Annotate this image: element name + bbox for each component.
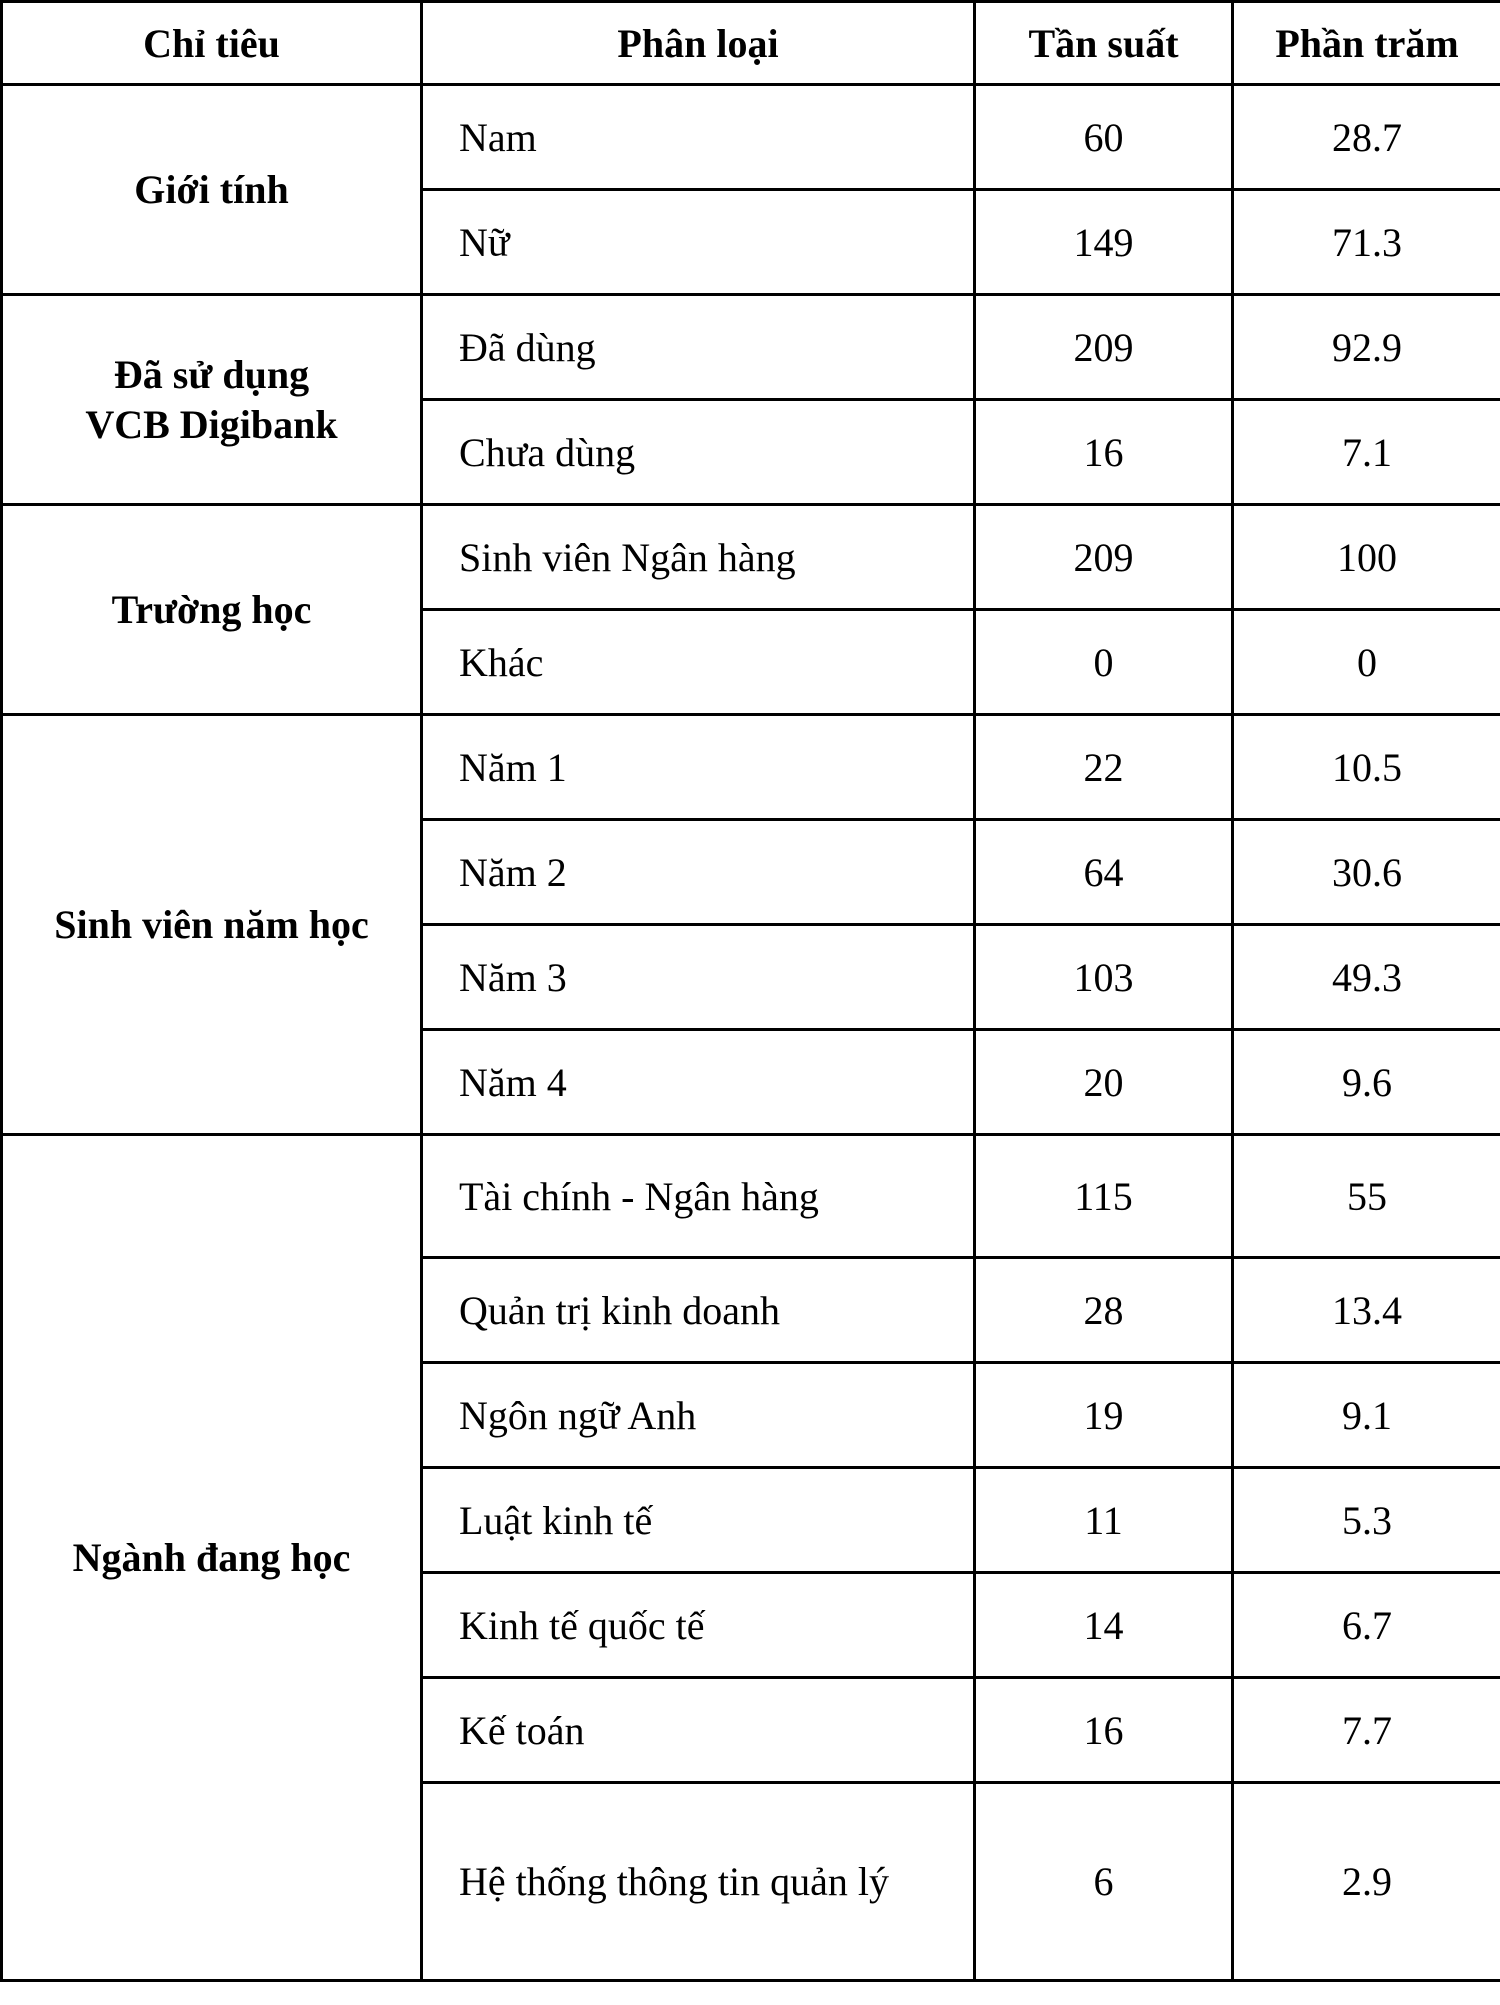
category-cell: Nam bbox=[422, 85, 975, 190]
frequency-cell: 60 bbox=[975, 85, 1233, 190]
frequency-cell: 209 bbox=[975, 295, 1233, 400]
group-vcb-digibank bbox=[2, 295, 422, 505]
percent-cell: 0 bbox=[1233, 610, 1500, 715]
percent-cell: 49.3 bbox=[1233, 925, 1500, 1030]
category-cell: Năm 4 bbox=[422, 1030, 975, 1135]
category-cell: Quản trị kinh doanh bbox=[422, 1258, 975, 1363]
frequency-cell: 28 bbox=[975, 1258, 1233, 1363]
frequency-cell: 14 bbox=[975, 1573, 1233, 1678]
frequency-cell: 11 bbox=[975, 1468, 1233, 1573]
frequency-cell: 6 bbox=[975, 1783, 1233, 1981]
header-row bbox=[2, 2, 1500, 85]
frequency-cell: 16 bbox=[975, 400, 1233, 505]
category-cell: Hệ thống thông tin quản lý bbox=[422, 1783, 975, 1981]
category-cell: Năm 1 bbox=[422, 715, 975, 820]
frequency-cell: 20 bbox=[975, 1030, 1233, 1135]
percent-cell: 5.3 bbox=[1233, 1468, 1500, 1573]
percent-cell: 10.5 bbox=[1233, 715, 1500, 820]
group-label-line1: Đã sử dụng bbox=[113, 351, 310, 397]
table-row bbox=[2, 715, 1500, 820]
percent-cell: 71.3 bbox=[1233, 190, 1500, 295]
percent-cell: 2.9 bbox=[1233, 1783, 1500, 1981]
category-cell: Nữ bbox=[422, 190, 975, 295]
category-cell: Kinh tế quốc tế bbox=[422, 1573, 975, 1678]
percent-cell: 28.7 bbox=[1233, 85, 1500, 190]
table-row bbox=[2, 85, 1500, 190]
frequency-cell: 115 bbox=[975, 1135, 1233, 1258]
percent-cell: 7.7 bbox=[1233, 1678, 1500, 1783]
frequency-cell: 64 bbox=[975, 820, 1233, 925]
table-row bbox=[2, 295, 1500, 400]
frequency-cell: 209 bbox=[975, 505, 1233, 610]
table-row bbox=[2, 505, 1500, 610]
percent-cell: 13.4 bbox=[1233, 1258, 1500, 1363]
category-cell: Kế toán bbox=[422, 1678, 975, 1783]
percent-cell: 30.6 bbox=[1233, 820, 1500, 925]
category-cell: Năm 2 bbox=[422, 820, 975, 925]
frequency-cell: 19 bbox=[975, 1363, 1233, 1468]
group-major: Ngành đang học bbox=[2, 1135, 422, 1981]
category-cell: Năm 3 bbox=[422, 925, 975, 1030]
frequency-cell: 0 bbox=[975, 610, 1233, 715]
percent-cell: 92.9 bbox=[1233, 295, 1500, 400]
group-study-year: Sinh viên năm học bbox=[2, 715, 422, 1135]
header-indicator: Chỉ tiêu bbox=[2, 2, 422, 85]
category-cell: Ngôn ngữ Anh bbox=[422, 1363, 975, 1468]
category-cell: Khác bbox=[422, 610, 975, 715]
category-cell: Tài chính - Ngân hàng bbox=[422, 1135, 975, 1258]
group-gender: Giới tính bbox=[2, 85, 422, 295]
category-cell: Chưa dùng bbox=[422, 400, 975, 505]
category-cell: Luật kinh tế bbox=[422, 1468, 975, 1573]
category-cell: Sinh viên Ngân hàng bbox=[422, 505, 975, 610]
group-school: Trường học bbox=[2, 505, 422, 715]
percent-cell: 9.1 bbox=[1233, 1363, 1500, 1468]
header-classification: Phân loại bbox=[422, 2, 975, 85]
percent-cell: 55 bbox=[1233, 1135, 1500, 1258]
header-frequency: Tần suất bbox=[975, 2, 1233, 85]
percent-cell: 7.1 bbox=[1233, 400, 1500, 505]
frequency-cell: 22 bbox=[975, 715, 1233, 820]
frequency-cell: 103 bbox=[975, 925, 1233, 1030]
frequency-cell: 16 bbox=[975, 1678, 1233, 1783]
frequency-cell: 149 bbox=[975, 190, 1233, 295]
percent-cell: 100 bbox=[1233, 505, 1500, 610]
percent-cell: 6.7 bbox=[1233, 1573, 1500, 1678]
percent-cell: 9.6 bbox=[1233, 1030, 1500, 1135]
table-row bbox=[2, 1135, 1500, 1258]
category-cell: Đã dùng bbox=[422, 295, 975, 400]
header-percent: Phần trăm bbox=[1233, 2, 1500, 85]
group-label-line2: VCB Digibank bbox=[85, 401, 338, 447]
